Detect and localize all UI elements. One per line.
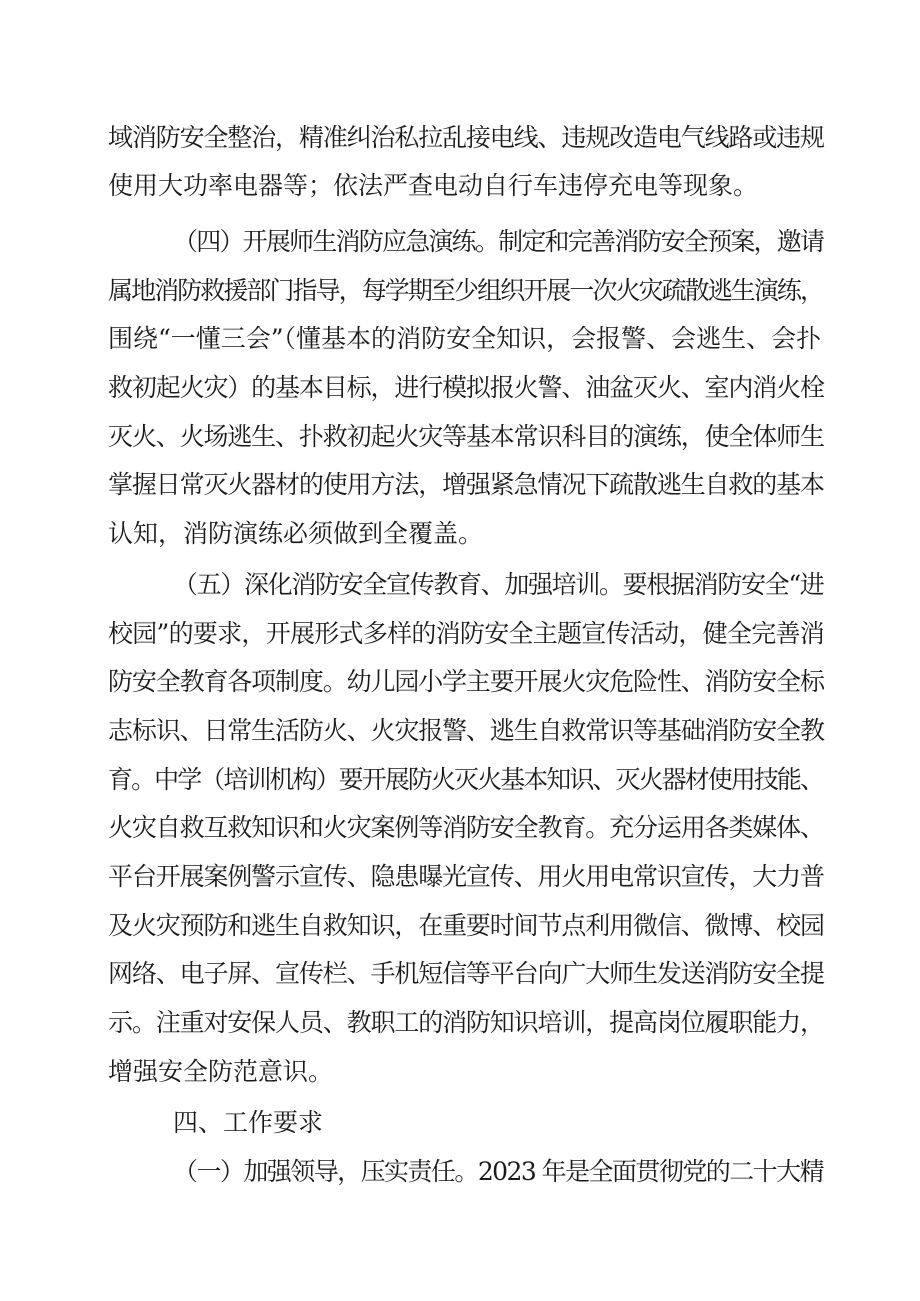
text-line: 防安全教育各项制度。幼儿园小学主要开展火灾危险性、消防安全标 bbox=[108, 667, 824, 696]
text-line: 灭火、火场逃生、扑救初起火灾等基本常识科目的演练，使全体师生 bbox=[108, 422, 824, 451]
text-line: 掌握日常灭火器材的使用方法，增强紧急情况下疏散逃生自救的基本 bbox=[108, 470, 824, 499]
text-line: 围绕“一懂三会”（懂基本的消防安全知识，会报警、会逃生、会扑 bbox=[108, 324, 822, 353]
text-line: 域消防安全整治，精准纠治私拉乱接电线、违规改造电气线路或违规 bbox=[108, 123, 824, 152]
text-line: （一）加强领导，压实责任。2023 年是全面贯彻党的二十大精 bbox=[173, 1157, 824, 1186]
text-line: 火灾自救互救知识和火灾案例等消防安全教育。充分运用各类媒体、 bbox=[108, 813, 824, 842]
text-line: （四）开展师生消防应急演练。制定和完善消防安全预案，邀请 bbox=[173, 227, 824, 256]
text-line: 认知，消防演练必须做到全覆盖。 bbox=[108, 519, 484, 548]
text-line: 增强安全防范意识。 bbox=[108, 1057, 334, 1086]
text-line: 平台开展案例警示宣传、隐患曝光宣传、用火用电常识宣传，大力普 bbox=[108, 862, 824, 891]
text-line: 使用大功率电器等；依法严查电动自行车违停充电等现象。 bbox=[108, 171, 759, 200]
text-line: 属地消防救援部门指导，每学期至少组织开展一次火灾疏散逃生演练， bbox=[108, 276, 824, 305]
text-line: 校园”的要求，开展形式多样的消防安全主题宣传活动，健全完善消 bbox=[108, 619, 825, 648]
text-line: 及火灾预防和逃生自救知识，在重要时间节点利用微信、微博、校园 bbox=[108, 911, 824, 940]
section-heading: 四、工作要求 bbox=[173, 1108, 324, 1137]
text-line: 志标识、日常生活防火、火灾报警、逃生自救常识等基础消防安全教 bbox=[108, 716, 824, 745]
text-line: 网络、电子屏、宣传栏、手机短信等平台向广大师生发送消防安全提 bbox=[108, 959, 824, 988]
text-line: 救初起火灾）的基本目标，进行模拟报火警、油盆灭火、室内消火栓 bbox=[108, 373, 824, 402]
text-line: 示。注重对安保人员、教职工的消防知识培训，提高岗位履职能力， bbox=[108, 1008, 824, 1037]
text-line: （五）深化消防安全宣传教育、加强培训。要根据消防安全“进 bbox=[173, 570, 824, 599]
text-line: 育。中学（培训机构）要开展防火灭火基本知识、灭火器材使用技能、 bbox=[108, 765, 824, 794]
